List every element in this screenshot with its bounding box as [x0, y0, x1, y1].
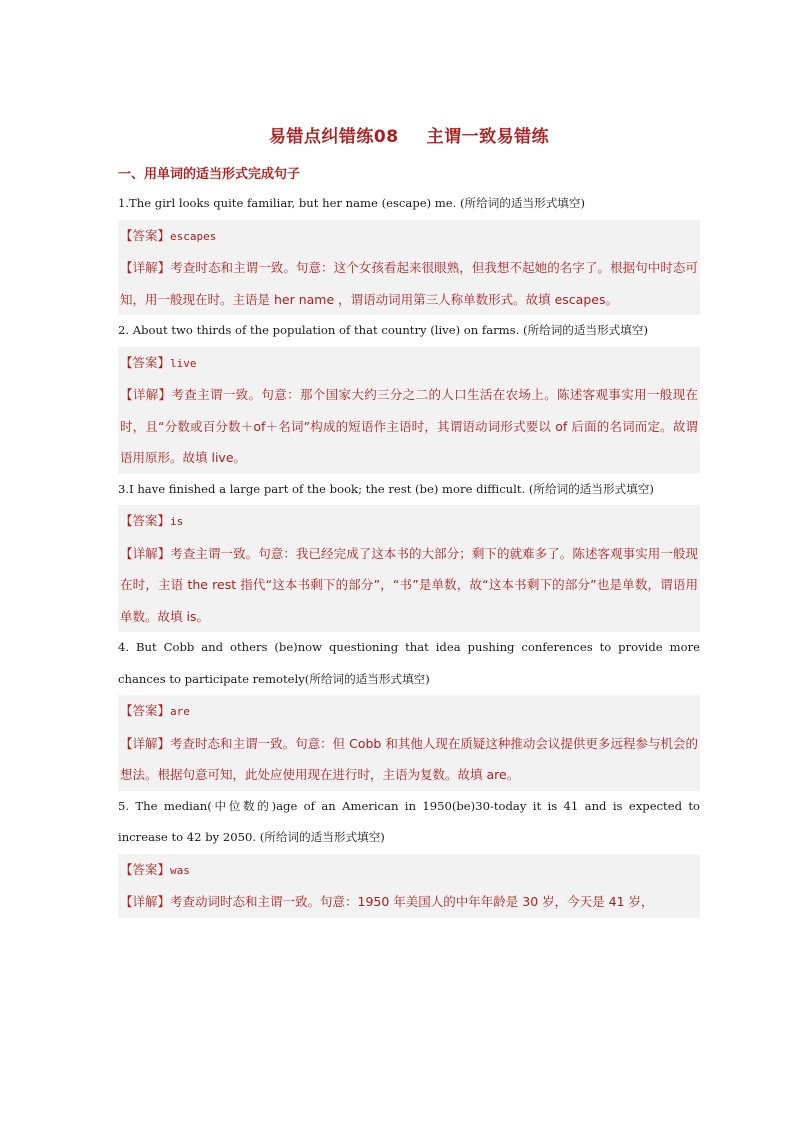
question-text: 5. The median(中位数的)age of an American in 1950(be)30-today it is 41 and is expected to increase to 42 by 2050. (所给词的适当形式填空): [118, 798, 700, 844]
answer-block: [118, 695, 700, 791]
question-text: 1.The girl looks quite familiar, but her name (escape) me. (所给词的适当形式填空): [118, 196, 586, 210]
title-right: 主谓一致易错练: [426, 127, 550, 147]
detail-text: 考查主谓一致。句意：我已经完成了这本书的大部分；剩下的就难多了。陈述客观事实用一般现在时，主语 the rest 指代“这本书剩下的部分”，“书”是单数，故“这本书剩下的部分”也是单数，谓语用单数。故填 is。: [120, 545, 698, 624]
detail-tag: 【详解】: [120, 260, 171, 275]
answer-tag: 【答案】: [120, 513, 171, 528]
question-text: 2. About two thirds of the population of that country (live) on farms. (所给词的适当形式填空): [118, 323, 648, 337]
question-item-3: [118, 474, 700, 633]
answer-value: are: [170, 705, 190, 718]
question-list: [118, 188, 700, 918]
detail-line: [120, 252, 698, 315]
answer-line: [120, 347, 698, 380]
title-left: 易错点纠错练08: [268, 127, 399, 147]
detail-line: [120, 538, 698, 633]
question-item-2: [118, 315, 700, 474]
answer-block: [118, 347, 700, 474]
answer-tag: 【答案】: [120, 861, 171, 877]
answer-line: [120, 505, 698, 538]
answer-block: [118, 220, 700, 316]
detail-text: 考查动词时态和主谓一致。句意：1950 年美国人的中年年龄是 30 岁，今天是 41 岁，: [170, 894, 654, 909]
answer-line: [120, 220, 698, 253]
document-title: [118, 122, 700, 147]
question-text: 4. But Cobb and others (be)now questioning that idea pushing conferences to provide more chances to participate remotely(所给词的适当形式填空): [118, 640, 700, 686]
detail-text: 考查时态和主谓一致。句意：这个女孩看起来很眼熟，但我想不起她的名字了。根据句中时态可知，用一般现在时。主语是 her name ，谓语动词用第三人称单数形式。故填 escapes。: [120, 260, 698, 307]
detail-tag: 【详解】: [120, 387, 172, 402]
question-text: 3.I have finished a large part of the book; the rest (be) more difficult. (所给词的适当形式填空): [118, 481, 654, 496]
answer-line: [120, 854, 698, 887]
answer-tag: 【答案】: [120, 703, 171, 718]
answer-tag: 【答案】: [120, 354, 171, 370]
section-heading: 一、用单词的适当形式完成句子: [118, 167, 301, 182]
question-item-5: [118, 791, 700, 918]
answer-block: [118, 854, 700, 918]
answer-value: is: [170, 515, 184, 528]
detail-text: 考查主谓一致。句意：那个国家大约三分之二的人口生活在农场上。陈述客观事实用一般现在时，且“分数或百分数＋of＋名词”构成的短语作主语时，其谓语动词形式要以 of 后面的名词而定。故谓语用原形。故填 live。: [120, 387, 698, 465]
detail-line: [120, 379, 698, 474]
detail-line: [120, 886, 698, 918]
answer-value: was: [170, 863, 190, 877]
answer-value: live: [170, 356, 197, 370]
detail-line: [120, 728, 698, 791]
answer-tag: 【答案】: [120, 227, 171, 243]
question-item-1: [118, 188, 700, 315]
answer-value: escapes: [170, 229, 217, 243]
detail-text: 考查时态和主谓一致。句意：但 Cobb 和其他人现在质疑这种推动会议提供更多远程参与机会的想法。根据句意可知，此处应使用现在进行时，主语为复数。故填 are。: [120, 735, 698, 782]
answer-line: [120, 695, 698, 728]
detail-tag: 【详解】: [120, 894, 171, 909]
detail-tag: 【详解】: [120, 545, 171, 561]
detail-tag: 【详解】: [120, 735, 171, 751]
question-item-4: [118, 632, 700, 791]
answer-block: [118, 505, 700, 632]
